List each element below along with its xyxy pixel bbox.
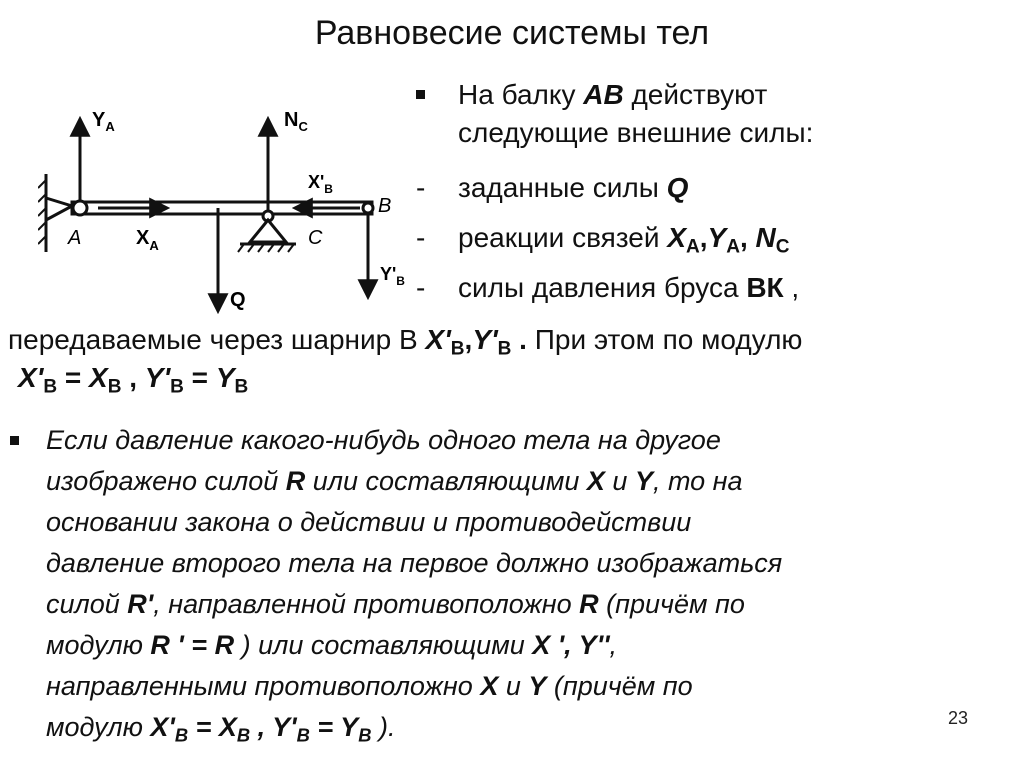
slide-title: Равновесие системы тел [314,14,710,52]
label-q: Q [230,289,246,311]
label-nc: $N_C$ [284,109,308,134]
support-c [238,211,296,252]
hinge-a [73,201,87,215]
label-a: A [68,227,82,249]
bullet-marker [416,76,446,114]
label-ya: $Y_A$ [92,109,115,134]
page-number: 23 [948,708,969,728]
wall-support [38,174,72,252]
hinge-b [363,203,373,213]
label-xa: $X_A$ [136,227,159,253]
label-yb: $Y'_B$ [380,264,405,288]
bullet-marker [10,436,19,445]
label-c: C [308,227,323,249]
label-xb: $X'_B$ [308,172,333,196]
label-b: B [378,195,392,217]
slide: Равновесие системы тел $Y_A$ $N_C$ $X'_B$ B A $X_A$ C $Y'_B$ Q На балку AB действуют следующие внешние силы: - заданные силы Q - реакции связей $X_A,Y_A$, $N_C$ - силы давления бруса ВК , передаваемые через шарнир В $X'_B,Y'_B$ . При этом по модулю $X'_B = X_B$ , $Y'_B = Y_B$ Если давление какого-нибудь одного тела на другое изображено силой R или составляющими X и Y, то на основании закона о действии и противодействии давление второго тела на первое должно изображаться силой R', направленной противоположно R (причём по модулю R ' = R ) или составляющими X ', Y'', направленными противоположно X и Y (причём по модулю $X'_B = X_B$ , $Y'_B = Y_B$ ). 23 [0,0,1024,767]
beam-diagram [38,92,418,322]
